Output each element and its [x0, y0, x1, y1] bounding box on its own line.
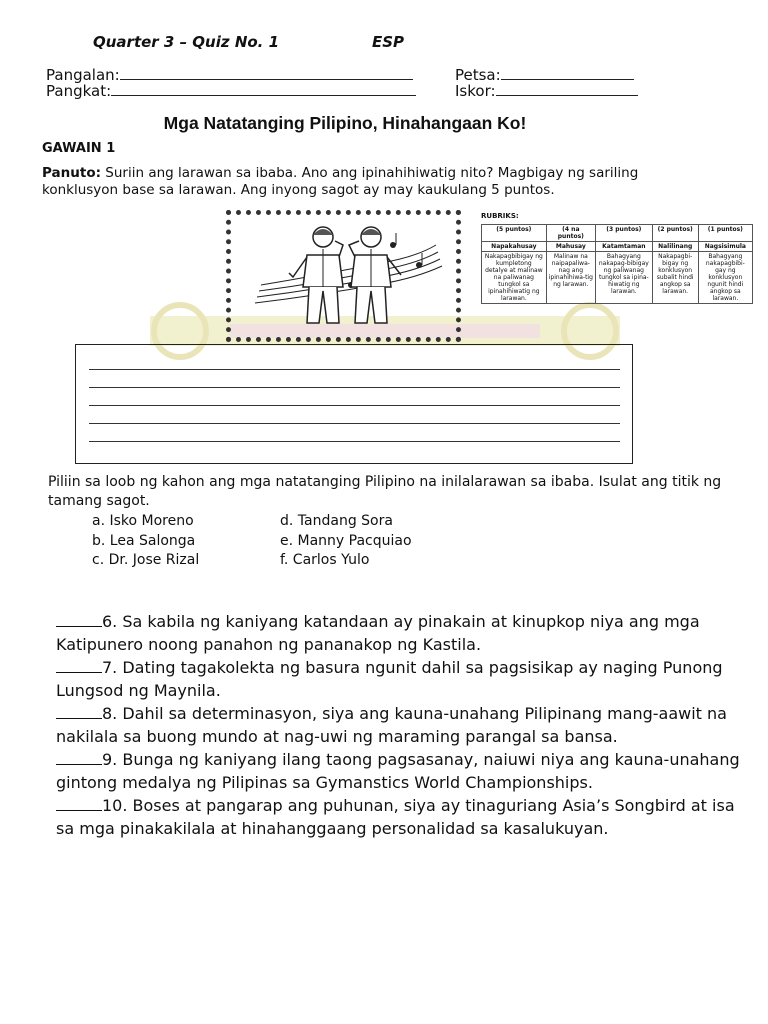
rubrik-level: Katamtaman — [596, 242, 653, 252]
page-title: Mga Natatanging Pilipino, Hinahangaan Ko! — [163, 113, 527, 133]
answer-line[interactable] — [89, 387, 620, 388]
answer-blank[interactable] — [56, 611, 102, 627]
quiz-heading: Quarter 3 – Quiz No. 1 — [93, 33, 280, 51]
part2-instructions: Piliin sa loob ng kahon ang mga natatanging Pilipino na inilalarawan sa ibaba. Isulat ang titik ng tamang sagot. — [48, 474, 722, 509]
question-item — [56, 656, 746, 702]
question-item — [56, 610, 746, 656]
pangkat-field[interactable] — [46, 82, 416, 100]
answer-blank[interactable] — [56, 749, 102, 765]
rubrik-description: Nakapagbibigay ng kumpletong detalye at malinaw na paliwanag tungkol sa ipinahihiwatig ng larawan. — [482, 252, 547, 304]
question-item — [56, 702, 746, 748]
rubrik-descriptions-row — [482, 252, 753, 304]
petsa-line[interactable] — [501, 66, 634, 80]
answer-line[interactable] — [89, 405, 620, 406]
singers-drawing — [231, 215, 456, 337]
choice-b: b. Lea Salonga — [92, 533, 196, 549]
petsa-label: Petsa: — [455, 66, 501, 84]
rubrik-description: Bahagyang nakapag-bibigay ng paliwanag tungkol sa ipina-hiwatig ng larawan. — [596, 252, 653, 304]
pangalan-label: Pangalan: — [46, 66, 120, 84]
answer-blank[interactable] — [56, 657, 102, 673]
rubrik-point: (3 puntos) — [596, 225, 653, 242]
choice-c: c. Dr. Jose Rizal — [92, 552, 200, 568]
choice-d: d. Tandang Sora — [280, 513, 393, 529]
panuto-text: Suriin ang larawan sa ibaba. Ano ang ipinahihiwatig nito? Magbigay ng sariling konklusyon base sa larawan. Ang inyong sagot ay may kaukulang 5 puntos. — [42, 165, 639, 198]
rubrik-points-row — [482, 225, 753, 242]
pangalan-line[interactable] — [120, 66, 413, 80]
pangkat-line[interactable] — [111, 82, 416, 96]
choice-a: a. Isko Moreno — [92, 513, 194, 529]
rubrik-level: Nalilinang — [652, 242, 698, 252]
rubrik-point: (1 puntos) — [698, 225, 752, 242]
pangkat-label: Pangkat: — [46, 82, 112, 100]
question-text: 6. Sa kabila ng kaniyang katandaan ay pinakain at kinupkop niya ang mga Katipunero noong panahon ng pananakop ng Kastila. — [56, 612, 700, 654]
rubrik-table — [481, 224, 753, 304]
rubrik-title: RUBRIKS: — [481, 212, 519, 220]
rubrik-description: Malinaw na naipapaliwa-nag ang ipinahihiwa-tig ng larawan. — [546, 252, 595, 304]
rubrik-point: (4 na puntos) — [546, 225, 595, 242]
question-text: 7. Dating tagakolekta ng basura ngunit dahil sa pagsisikap ay naging Punong Lungsod ng Maynila. — [56, 658, 723, 700]
choice-f: f. Carlos Yulo — [280, 552, 370, 568]
subject-label: ESP — [372, 33, 405, 51]
iskor-label: Iskor: — [455, 82, 496, 100]
iskor-field[interactable] — [455, 82, 638, 100]
singers-illustration — [226, 210, 461, 342]
iskor-line[interactable] — [496, 82, 638, 96]
rubrik-description: Bahagyang nakapagbibi-gay ng konklusyon ngunit hindi angkop sa larawan. — [698, 252, 752, 304]
panuto-instructions — [42, 165, 662, 199]
rubrik-levels-row — [482, 242, 753, 252]
rubrik-point: (2 puntos) — [652, 225, 698, 242]
panuto-label: Panuto: — [42, 165, 101, 181]
answer-line[interactable] — [89, 423, 620, 424]
rubrik-level: Napakahusay — [482, 242, 547, 252]
answer-blank[interactable] — [56, 703, 102, 719]
choice-e: e. Manny Pacquiao — [280, 533, 412, 549]
rubrik-level: Mahusay — [546, 242, 595, 252]
question-text: 8. Dahil sa determinasyon, siya ang kauna-unahang Pilipinang mang-aawit na nakilala sa buong mundo at nag-uwi ng maraming parangal sa bansa. — [56, 704, 727, 746]
question-item — [56, 794, 746, 840]
question-text: 9. Bunga ng kaniyang ilang taong pagsasanay, naiuwi niya ang kauna-unahang gintong medalya ng Pilipinas sa Gymanstics World Championships. — [56, 750, 740, 792]
question-text: 10. Boses at pangarap ang puhunan, siya ay tinaguriang Asia’s Songbird at isa sa mga pinakakilala at hinahanggaang personalidad sa kasalukuyan. — [56, 796, 735, 838]
rubrik-level: Nagsisimula — [698, 242, 752, 252]
answer-box[interactable] — [75, 344, 633, 464]
answer-line[interactable] — [89, 369, 620, 370]
rubrik-description: Nakapagbi-bigay ng konklusyon subalit hindi angkop sa larawan. — [652, 252, 698, 304]
gawain-heading: GAWAIN 1 — [42, 141, 116, 156]
question-item — [56, 748, 746, 794]
question-list — [56, 610, 746, 840]
rubrik-point: (5 puntos) — [482, 225, 547, 242]
answer-line[interactable] — [89, 441, 620, 442]
answer-blank[interactable] — [56, 795, 102, 811]
